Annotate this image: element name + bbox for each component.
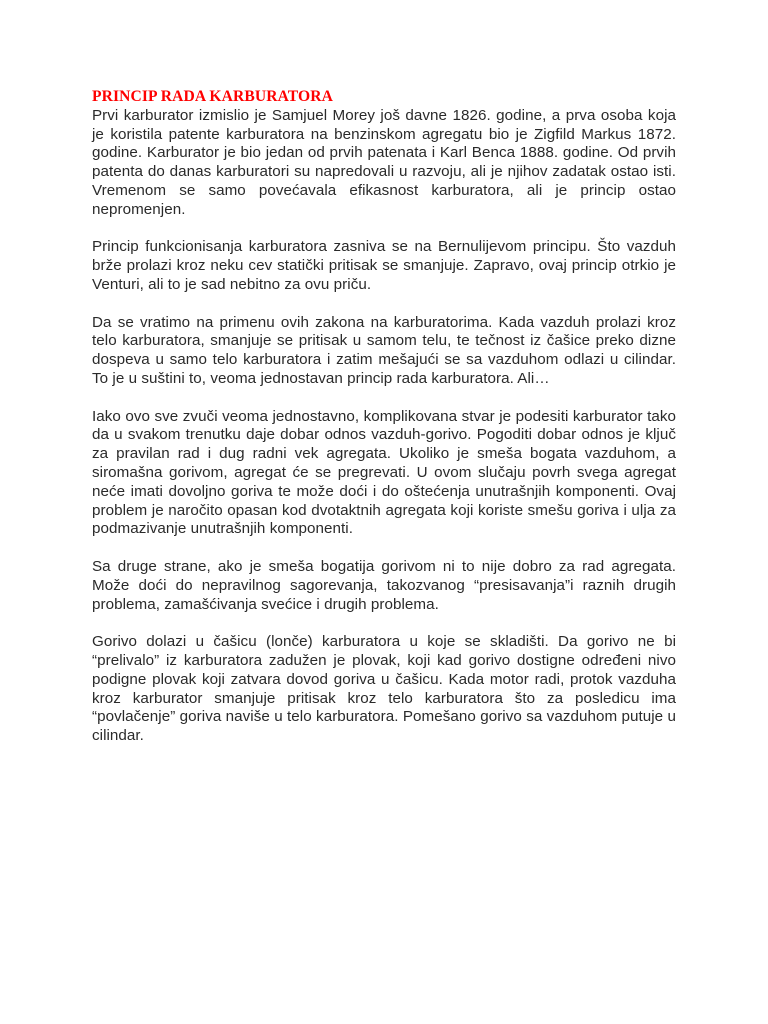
paragraph-bernoulli-principle: Princip funkcionisanja karburatora zasniva se na Bernulijevom principu. Što vazduh brže prolazi kroz neku cev statički pritisak se smanjuje. Zapravo, ovaj princip otrkio je Venturi, ali to je sad nebitno za ovu priču. [92,238,676,293]
paragraph-float-bowl: Gorivo dolazi u čašicu (lonče) karburatora u koje se skladišti. Da gorivo ne bi “prelivalo” iz karburatora zadužen je plovak, koji kad gorivo dostigne određeni nivo podigne plovak koji zatvara dovod goriva u čašicu. Kada motor radi, protok vazduha kroz karburator smanjuje pritisak kroz telo karburatora što za posledicu ima “povlačenje” goriva naviše u telo karburatora. Pomešano gorivo sa vazduhom putuje u cilindar. [92,633,676,745]
paragraph-application: Da se vratimo na primenu ovih zakona na karburatorima. Kada vazduh prolazi kroz telo karburatora, smanjuje se pritisak u samom telu, te tečnost iz čašice preko dizne dospeva u samo telo karburatora i zatim mešajući se sa vazduhom odlazi u cilindar. To je u suštini to, veoma jednostavan princip rada karburatora. Ali… [92,313,676,387]
paragraph-history: Prvi karburator izmislio je Samjuel Morey još davne 1826. godine, a prva osoba koja je koristila patente karburatora na benzinskom agregatu bio je Zigfild Markus 1872. godine. Karburator je bio jedan od prvih patenata i Karl Benca 1888. godine. Od prvih patenta do danas karburatori su napredovali u razvoju, ali je njihov zadatak ostao isti. Vremenom se samo povećavala efikasnost karburatora, ali je princip ostao nepromenjen. [92,106,676,218]
document-title: PRINCIP RADA KARBURATORA [92,88,333,105]
document-page [92,88,676,765]
paragraph-rich-mixture: Sa druge strane, ako je smeša bogatija gorivom ni to nije dobro za rad agregata. Može doći do nepravilnog sagorevanja, takozvanog “presisavanja”i raznih drugih problema, zamašćivanja svećice i drugih problema. [92,557,676,613]
paragraph-air-fuel-ratio: Iako ovo sve zvuči veoma jednostavno, komplikovana stvar je podesiti karburator tako da u svakom trenutku daje dobar odnos vazduh-gorivo. Pogoditi dobar odnos je ključ za pravilan rad i dug radni vek agregata. Ukoliko je smeša bogata vazduhom, a siromašna gorivom, agregat će se pregrevati. U ovom slučaju povrh svega agregat neće imati dovoljno goriva te može doći i do oštećenja unutrašnjih komponenti. Ovaj problem je naročito opasan kod dvotaktnih agregata koji koriste smešu goriva i ulja za podmazivanje unutrašnjih komponenti. [92,407,676,538]
